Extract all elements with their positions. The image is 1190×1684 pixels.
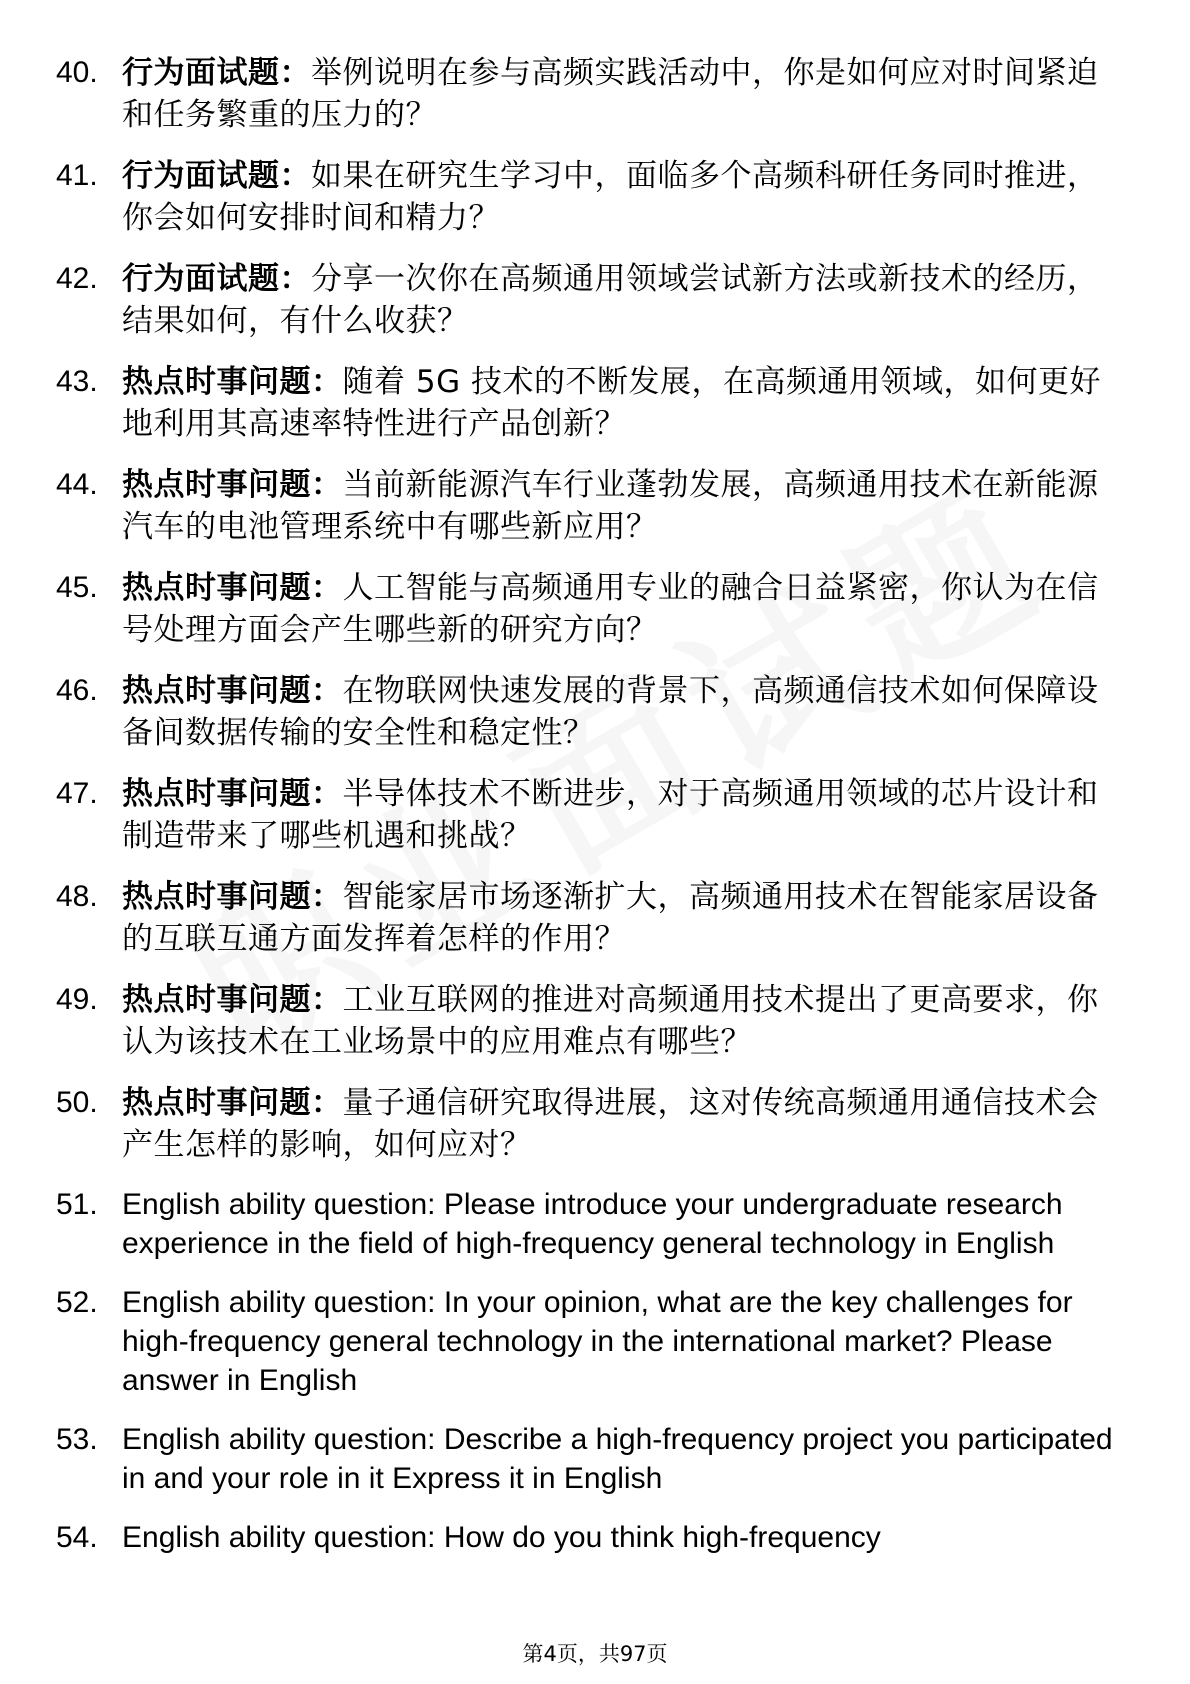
question-text: English ability question: How do you think high-frequency <box>122 1521 881 1554</box>
question-text: 量子通信研究取得进展，这对传统高频通用通信技术会产生怎样的影响，如何应对？ <box>122 1085 1099 1163</box>
question-item <box>56 258 1116 342</box>
question-body <box>122 155 1116 239</box>
question-text: English ability question: Please introduce your undergraduate research experience in the field of high-frequency general technology in English <box>122 1188 1063 1260</box>
question-body <box>122 1420 1116 1498</box>
question-category: 行为面试题： <box>122 55 311 91</box>
question-item <box>56 1420 1116 1498</box>
question-text: 当前新能源汽车行业蓬勃发展，高频通用技术在新能源汽车的电池管理系统中有哪些新应用？ <box>122 467 1099 545</box>
question-text: 工业互联网的推进对高频通用技术提出了更高要求，你认为该技术在工业场景中的应用难点有哪些？ <box>122 982 1099 1060</box>
question-number: 50. <box>56 1086 98 1119</box>
question-category: 热点时事问题： <box>122 673 343 709</box>
question-body <box>122 670 1116 754</box>
question-number: 52. <box>56 1286 98 1319</box>
question-text: English ability question: In your opinion, what are the key challenges for high-frequency general technology in the international market? Please answer in English <box>122 1286 1073 1397</box>
question-number: 54. <box>56 1521 98 1554</box>
question-body <box>122 567 1116 651</box>
question-number: 48. <box>56 880 98 913</box>
question-number: 44. <box>56 468 98 501</box>
question-item <box>56 361 1116 445</box>
question-item <box>56 52 1116 136</box>
question-number: 40. <box>56 56 98 89</box>
question-item <box>56 1185 1116 1263</box>
question-category: 热点时事问题： <box>122 776 343 812</box>
question-category: 热点时事问题： <box>122 982 343 1018</box>
question-body <box>122 773 1116 857</box>
question-body <box>122 1185 1116 1263</box>
question-category: 行为面试题： <box>122 158 311 194</box>
question-category: 热点时事问题： <box>122 879 343 915</box>
question-category: 热点时事问题： <box>122 364 343 400</box>
question-number: 41. <box>56 159 98 192</box>
question-item <box>56 464 1116 548</box>
question-text: 半导体技术不断进步，对于高频通用领域的芯片设计和制造带来了哪些机遇和挑战？ <box>122 776 1099 854</box>
question-body <box>122 258 1116 342</box>
question-item <box>56 773 1116 857</box>
question-number: 51. <box>56 1188 98 1221</box>
question-body <box>122 1082 1116 1166</box>
question-item <box>56 567 1116 651</box>
question-item <box>56 979 1116 1063</box>
question-body <box>122 52 1116 136</box>
question-category: 热点时事问题： <box>122 1085 343 1121</box>
question-category: 行为面试题： <box>122 261 311 297</box>
question-item <box>56 155 1116 239</box>
question-number: 43. <box>56 365 98 398</box>
question-category: 热点时事问题： <box>122 467 343 503</box>
question-item <box>56 670 1116 754</box>
question-body <box>122 979 1116 1063</box>
question-item <box>56 876 1116 960</box>
question-body <box>122 1283 1116 1400</box>
question-item <box>56 1082 1116 1166</box>
question-item <box>56 1518 1116 1557</box>
question-list <box>56 52 1116 1577</box>
question-number: 42. <box>56 262 98 295</box>
question-number: 49. <box>56 983 98 1016</box>
question-number: 46. <box>56 674 98 707</box>
question-body <box>122 361 1116 445</box>
question-text: 在物联网快速发展的背景下，高频通信技术如何保障设备间数据传输的安全性和稳定性？ <box>122 673 1099 751</box>
question-category: 热点时事问题： <box>122 570 343 606</box>
question-body <box>122 1518 1116 1557</box>
question-number: 47. <box>56 777 98 810</box>
question-text: 分享一次你在高频通用领域尝试新方法或新技术的经历，结果如何，有什么收获？ <box>122 261 1099 339</box>
question-number: 45. <box>56 571 98 604</box>
question-body <box>122 464 1116 548</box>
question-text: English ability question: Describe a high-frequency project you participated in and your role in it Express it in English <box>122 1423 1113 1495</box>
page-footer: 第4页，共97页 <box>522 1642 668 1666</box>
question-text: 智能家居市场逐渐扩大，高频通用技术在智能家居设备的互联互通方面发挥着怎样的作用？ <box>122 879 1099 957</box>
question-number: 53. <box>56 1423 98 1456</box>
question-item <box>56 1283 1116 1400</box>
question-text: 随着 5G 技术的不断发展，在高频通用领域，如何更好地利用其高速率特性进行产品创新？ <box>122 364 1101 442</box>
question-text: 人工智能与高频通用专业的融合日益紧密，你认为在信号处理方面会产生哪些新的研究方向？ <box>122 570 1099 648</box>
question-body <box>122 876 1116 960</box>
question-text: 举例说明在参与高频实践活动中，你是如何应对时间紧迫和任务繁重的压力的？ <box>122 55 1099 133</box>
question-text: 如果在研究生学习中，面临多个高频科研任务同时推进，你会如何安排时间和精力？ <box>122 158 1099 236</box>
